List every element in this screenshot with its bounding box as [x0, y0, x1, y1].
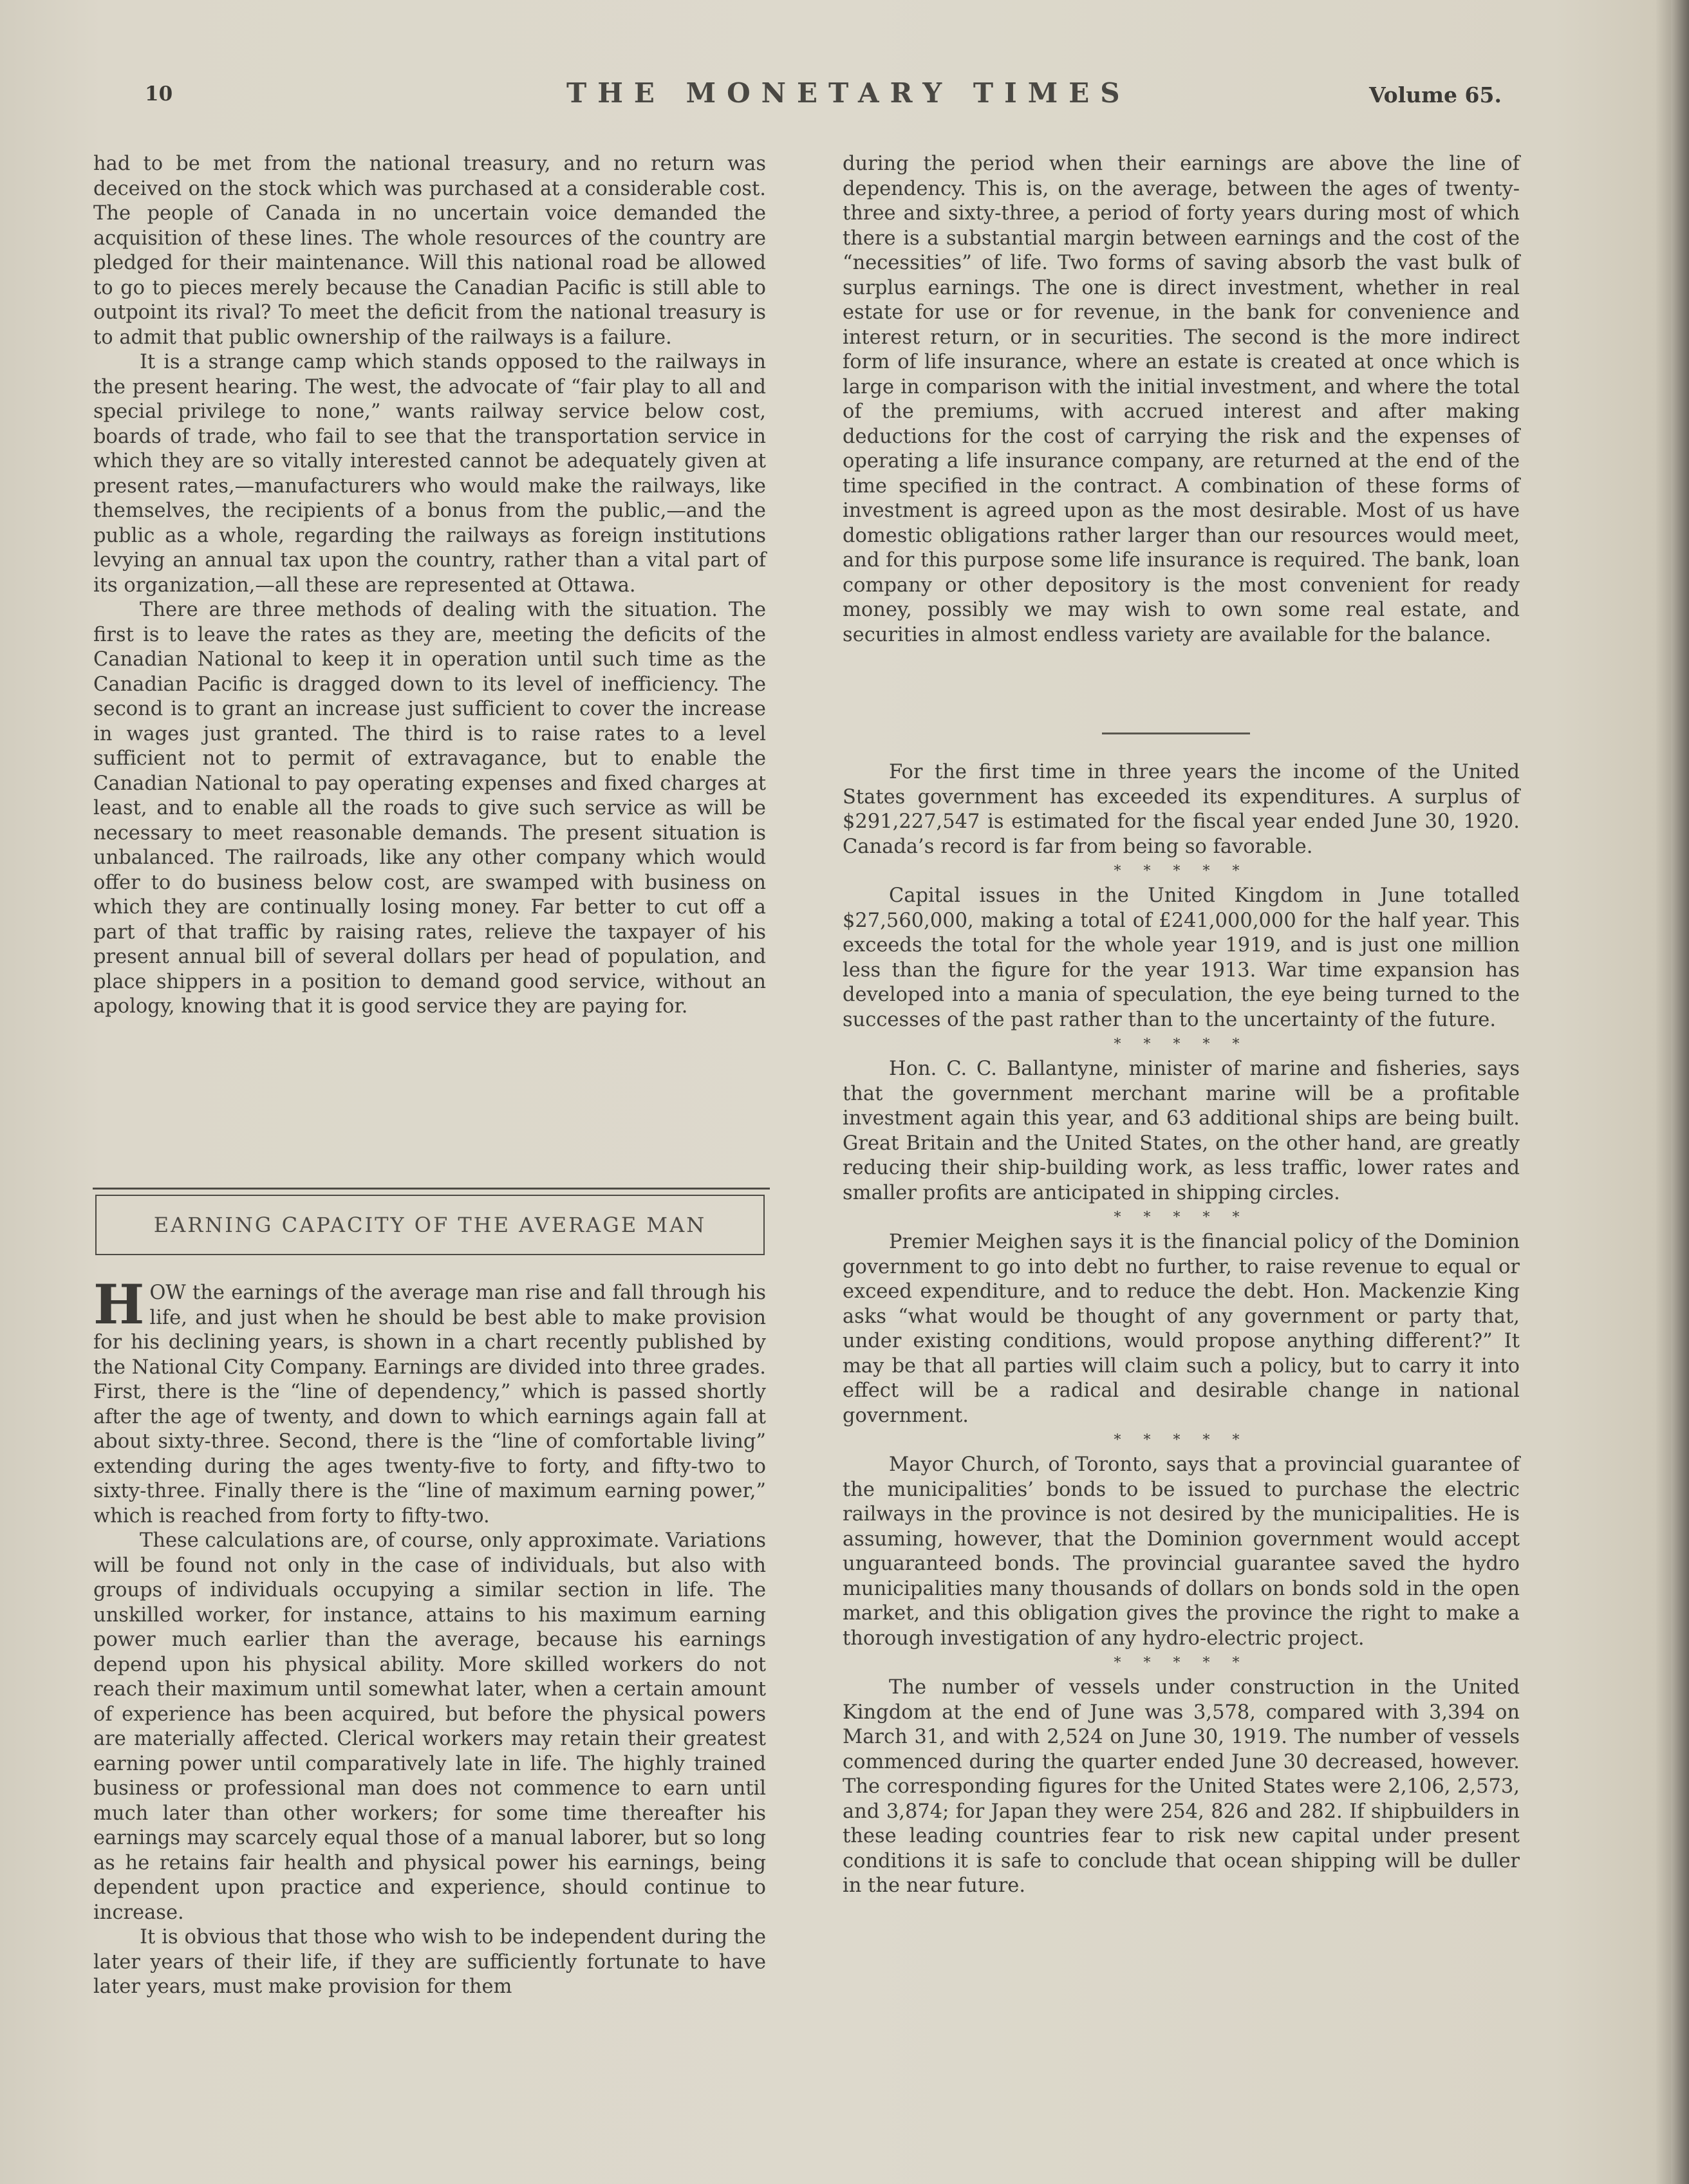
section-divider [1102, 733, 1250, 734]
paragraph: It is a strange camp which stands opposed to the railways in the present hearing. The west, the advocate of “fair play to all and special privilege to none,” wants railway service below cost, boards of trade, who fail to see that the transportation service in which they are so vitally interested cannot be adequately given at present rates,—manufacturers who would make the railways, like themselves, the recipients of a bonus from the public,—and the public as a whole, regarding the railways as foreign institutions levying an annual tax upon the country, rather than a vital part of its organization,—all these are represented at Ottawa. [93, 351, 766, 597]
paragraph: had to be met from the national treasury, and no return was deceived on the stock which was purchased at a considerable cost. The people of Canada in no uncertain voice demanded the acquisition of these lines. The whole resources of the country are pledged for their maintenance. Will this national road be allowed to go to pieces merely because the Canadian Pacific is still able to outpoint its rival? To meet the deficit from the national treasury is to admit that public ownership of the railways is a failure. [93, 153, 766, 349]
section-heading-box [95, 1195, 765, 1255]
note-paragraph: Mayor Church, of Toronto, says that a provincial guarantee of the municipalities’ bonds to be issued to purchase the electric railways in the province is not desired by the municipalities. He is assuming, however, that the Dominion government would accept unguaranteed bonds. The provincial guarantee saved the hydro municipalities many thousands of dollars on bonds sold in the open market, and this obligation gives the province the right to make a thorough investigation of any hydro-electric project. [843, 1453, 1520, 1650]
heading-rule [93, 1188, 770, 1190]
paragraph: There are three methods of dealing with the situation. The first is to leave the rates as they are, meeting the deficits of the Canadian National to keep it in operation until such time as the Canadian Pacific is dragged down to its level of inefficiency. The second is to grant an increase just sufficient to cover the increase in wages just granted. The third is to raise rates to a level sufficient not to permit of extravagance, but to enable the Canadian National to pay operating expenses and fixed charges at least, and to enable all the roads to give such service as will be necessary to meet reasonable demands. The present situation is unbalanced. The railroads, like any other company which would offer to do business below cost, are swamped with business on which they are continually losing money. Far better to cut off a part of that traffic by raising rates, relieve the taxpayer of his present annual bill of several dollars per head of population, and place shippers in a position to demand good service, without an apology, knowing that it is good service they are paying for. [93, 599, 766, 1018]
drop-cap: H [93, 1273, 145, 1336]
column-left-top [93, 152, 766, 1020]
star-separator: * * * * * [1114, 1209, 1249, 1226]
paragraph-text: OW the earnings of the average man rise and fall through his life, and just when he should be best able to make provision for his declining years, is shown in a chart recently published by the National City Company. Earnings are divided into three grades. First, there is the “line of dependency,” which is passed shortly after the age of twenty, and down to which earnings again fall at about sixty-three. Second, there is the “line of comfortable living” extending during the ages twenty-five to forty, and fifty-two to sixty-three. Finally there is the “line of maximum earning power,” which is reached from forty to fifty-two. [93, 1282, 766, 1527]
note-paragraph: For the first time in three years the income of the United States government has exceeded its expenditures. A surplus of $291,227,547 is estimated for the fiscal year ended June 30, 1920. Canada’s record is far from being so favorable. [843, 761, 1520, 858]
volume-label: Volume 65. [1369, 82, 1502, 107]
page-edge [1671, 0, 1689, 2184]
paragraph: during the period when their earnings are above the line of dependency. This is, on the average, between the ages of twenty-three and sixty-three, a period of forty years during most of which there is a substantial margin between earnings and the cost of the “necessities” of life. Two forms of saving absorb the vast bulk of surplus earnings. The one is direct investment, whether in real estate for use or for revenue, in the bank for convenience and interest return, or in securities. The second is the more indirect form of life insurance, where an estate is created at once which is large in comparison with the initial investment, and where the total of the premiums, with accrued interest and after making deductions for the cost of carrying the risk and the expenses of operating a life insurance company, are returned at the end of the time specified in the contract. A combination of these forms of investment is agreed upon as the most desirable. Most of us have domestic obligations rather larger than our resources would meet, and for this purpose some life insurance is required. The bank, loan company or other depository is the most convenient for ready money, possibly we may wish to own some real estate, and securities in almost endless variety are available for the balance. [843, 153, 1520, 646]
paragraph: It is obvious that those who wish to be independent during the later years of their life, if they are sufficiently fortunate to have later years, must make provision for them [93, 1926, 766, 1998]
note-paragraph: Capital issues in the United Kingdom in June totalled $27,560,000, making a total of £241,000,000 for the half year. This exceeds the total for the whole year 1919, and is just one million less than the figure for the year 1913. War time expansion has developed into a mania of speculation, the eye being turned to the successes of the past rather than to the uncertainty of the future. [843, 884, 1520, 1031]
section-heading: EARNING CAPACITY OF THE AVERAGE MAN [153, 1213, 707, 1237]
page-number: 10 [145, 82, 173, 106]
star-separator: * * * * * [1114, 1655, 1249, 1671]
paragraph [93, 1273, 766, 1529]
note-paragraph: The number of vessels under construction in the United Kingdom at the end of June was 3,578, compared with 3,394 on March 31, and with 2,524 on June 30, 1919. The number of vessels commenced during the quarter ended June 30 decreased, however. The corresponding figures for the United States were 2,106, 2,573, and 3,874; for Japan they were 254, 826 and 282. If shipbuilders in these leading countries fear to risk new capital under present conditions it is safe to conclude that ocean shipping will be duller in the near future. [843, 1676, 1520, 1897]
note-paragraph: Premier Meighen says it is the financial policy of the Dominion government to go into debt no further, to raise revenue to equal or exceed expenditure, and to reduce the debt. Hon. Mackenzie King asks “what would be thought of any government or party that, under existing conditions, would propose anything different?” It may be that all parties will claim such a policy, but to carry it into effect will be a radical and desirable change in national government. [843, 1231, 1520, 1427]
column-right-notes [843, 760, 1520, 1899]
star-separator: * * * * * [1114, 863, 1249, 879]
star-separator: * * * * * [1114, 1036, 1249, 1052]
masthead: THE MONETARY TIMES [566, 77, 1131, 109]
paragraph: These calculations are, of course, only approximate. Variations will be found not only in the case of individuals, but also with groups of individuals occupying a similar section in life. The unskilled worker, for instance, attains to his maximum earning power much earlier than the average, because his earnings depend upon his physical ability. More skilled workers do not reach their maximum until somewhat later, when a certain amount of experience has been acquired, but before the physical powers are materially affected. Clerical workers may retain their greatest earning power until comparatively late in life. The highly trained business or professional man does not commence to earn until much later than other workers; for some time thereafter his earnings may scarcely equal those of a manual laborer, but so long as he retains fair health and physical power his earnings, being dependent upon practice and experience, should continue to increase. [93, 1529, 767, 1924]
page-header [0, 77, 1689, 121]
column-right-top [843, 152, 1520, 648]
note-paragraph: Hon. C. C. Ballantyne, minister of marine and fisheries, says that the government merchant marine will be a profitable investment again this year, and 63 additional ships are being built. Great Britain and the United States, on the other hand, are greatly reducing their ship-building work, as less traffic, lower rates and smaller profits are anticipated in shipping circles. [843, 1058, 1520, 1204]
column-left-bottom [93, 1273, 767, 2000]
star-separator: * * * * * [1114, 1432, 1249, 1448]
